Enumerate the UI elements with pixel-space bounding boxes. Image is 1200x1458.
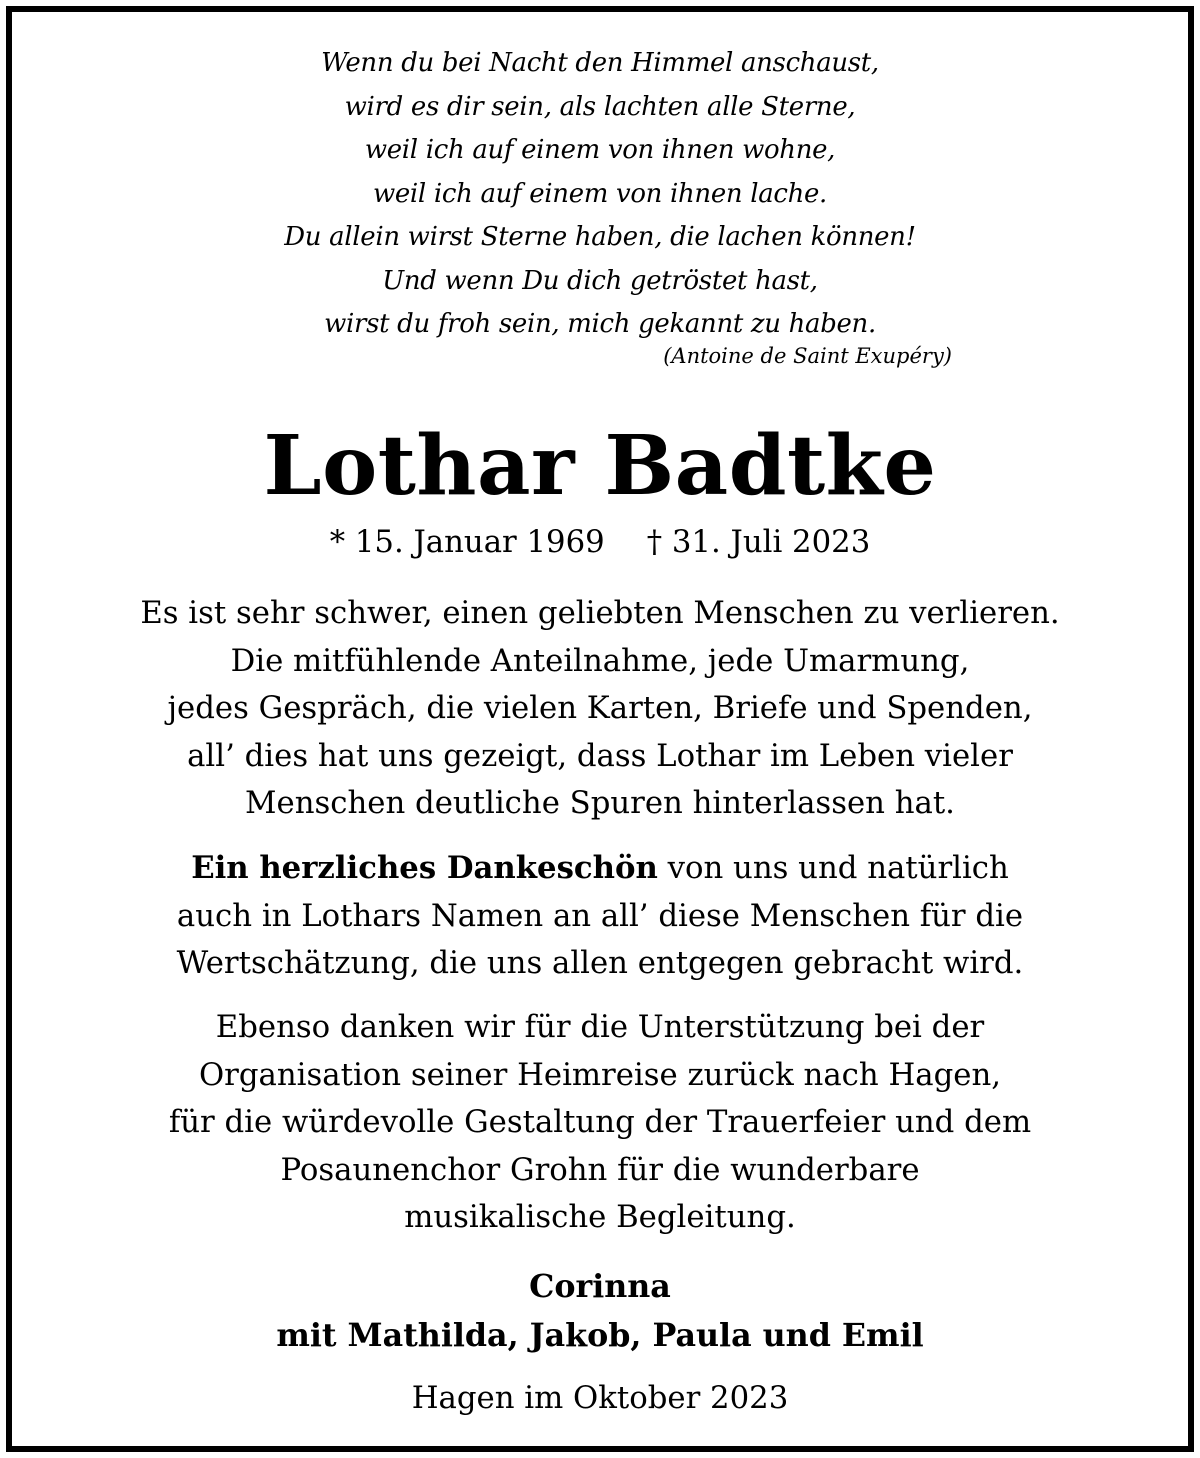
poem bbox=[12, 42, 1188, 347]
text-line: Die mitfühlende Anteilnahme, jede Umarmung, bbox=[230, 642, 970, 679]
text-line: Posaunenchor Grohn für die wunderbare bbox=[280, 1151, 920, 1188]
text-line: Menschen deutliche Spuren hinterlassen hat. bbox=[245, 785, 955, 821]
poem-line: weil ich auf einem von ihnen wohne, bbox=[364, 135, 836, 165]
poem-line: wird es dir sein, als lachten alle Sterne, bbox=[344, 91, 856, 122]
text-line: all’ dies hat uns gezeigt, dass Lothar im Leben vieler bbox=[187, 737, 1013, 774]
poem-line: Wenn du bei Nacht den Himmel anschaust, bbox=[321, 48, 879, 78]
text-segment: von uns und natürlich bbox=[657, 850, 1009, 886]
birth-date: * 15. Januar 1969 bbox=[329, 524, 605, 560]
text-line: Ebenso danken wir für die Unterstützung bei der bbox=[215, 1009, 985, 1045]
bold-lead: Ein herzliches Dankeschön bbox=[191, 850, 658, 886]
signature-line: mit Mathilda, Jakob, Paula und Emil bbox=[276, 1317, 924, 1354]
text-line: musikalische Begleitung. bbox=[404, 1199, 796, 1235]
poem-attribution: (Antoine de Saint Exupéry) bbox=[663, 344, 952, 368]
text-line: für die würdevolle Gestaltung der Trauerfeier und dem bbox=[168, 1104, 1032, 1140]
poem-line: Du allein wirst Sterne haben, die lachen können! bbox=[284, 222, 916, 252]
text-line: Wertschätzung, die uns allen entgegen gebracht wird. bbox=[176, 945, 1024, 981]
obituary-frame bbox=[6, 6, 1194, 1452]
thanks-paragraph-1 bbox=[12, 590, 1188, 828]
death-date: † 31. Juli 2023 bbox=[646, 524, 871, 560]
text-line: Es ist sehr schwer, einen geliebten Menschen zu verlieren. bbox=[140, 595, 1060, 631]
poem-line: Und wenn Du dich getröstet hast, bbox=[382, 265, 818, 296]
text-line bbox=[12, 845, 1188, 893]
signature bbox=[12, 1262, 1188, 1360]
poem-line: wirst du froh sein, mich gekannt zu haben. bbox=[324, 309, 876, 339]
thanks-paragraph-2 bbox=[12, 845, 1188, 988]
deceased-name: Lothar Badtke bbox=[263, 417, 937, 514]
poem-line: weil ich auf einem von ihnen lache. bbox=[372, 178, 828, 209]
life-dates bbox=[12, 520, 1188, 564]
text-line: Organisation seiner Heimreise zurück nach Hagen, bbox=[198, 1056, 1002, 1093]
thanks-paragraph-3 bbox=[12, 1004, 1188, 1242]
text-line: jedes Gespräch, die vielen Karten, Briefe und Spenden, bbox=[167, 690, 1033, 726]
signature-line: Corinna bbox=[529, 1268, 671, 1305]
place-date: Hagen im Oktober 2023 bbox=[411, 1380, 789, 1416]
text-line: auch in Lothars Namen an all’ diese Menschen für die bbox=[176, 897, 1024, 934]
